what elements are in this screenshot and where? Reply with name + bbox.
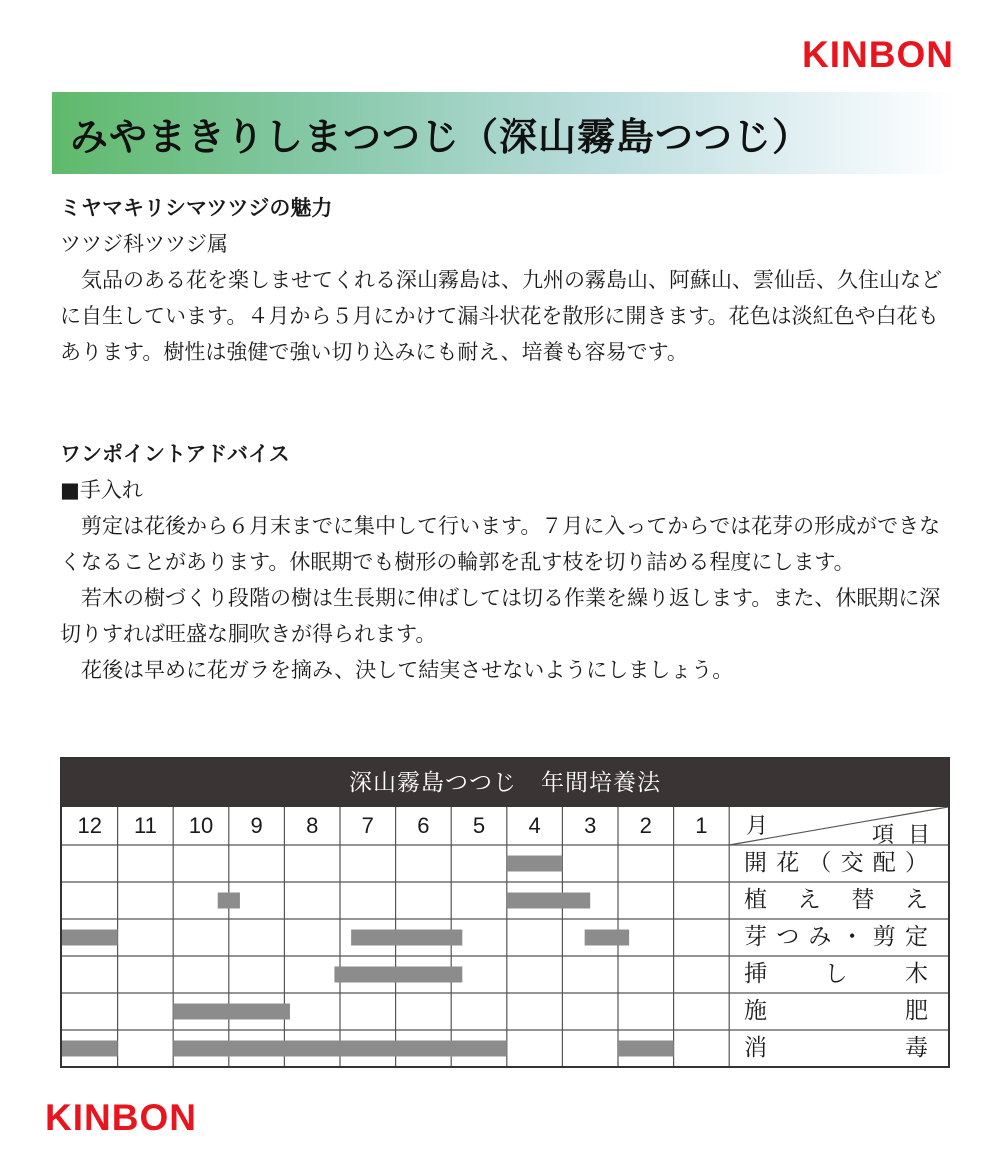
month-label: 1 — [695, 813, 708, 838]
section-heading: ミヤマキリシマツツジの魅力 — [60, 196, 333, 220]
schedule-bar — [173, 1041, 507, 1057]
section-appeal — [60, 190, 952, 370]
month-label: 10 — [188, 813, 214, 838]
schedule-bar — [507, 893, 590, 909]
task-label-char: ） — [904, 850, 928, 876]
month-label: 9 — [250, 813, 263, 838]
task-label — [729, 956, 944, 993]
month-label: 8 — [306, 813, 319, 838]
month-label: 7 — [361, 813, 374, 838]
header-item: 項目 — [872, 823, 945, 848]
section-heading: ワンポイントアドバイス — [60, 442, 290, 466]
task-label-char: 交 — [840, 850, 864, 876]
schedule-bar — [618, 1041, 674, 1057]
header-month: 月 — [746, 814, 769, 839]
care-subheading: ■手入れ — [60, 478, 143, 502]
brand-logo-bottom: KINBON — [45, 1097, 197, 1138]
task-label — [729, 845, 944, 882]
care-paragraph: 若木の樹づくり段階の樹は生長期に伸ばしては切る作業を繰り返します。また、休眠期に深切りすれば旺盛な胴吹きが得られます。 — [60, 586, 941, 646]
task-label-char: 毒 — [905, 1035, 928, 1061]
month-label: 11 — [133, 813, 157, 838]
task-label-char: 施 — [744, 998, 767, 1024]
month-label: 4 — [528, 813, 541, 838]
task-label-char: 定 — [904, 924, 928, 950]
task-label-char: 木 — [905, 961, 928, 987]
task-label-char: 消 — [744, 1035, 767, 1061]
task-label — [729, 993, 944, 1030]
calendar-title: 深山霧島つつじ 年間培養法 — [62, 759, 948, 807]
task-label-char: ・ — [840, 924, 864, 950]
appeal-paragraph: 気品のある花を楽しませてくれる深山霧島は、九州の霧島山、阿蘇山、雲仙岳、久住山などに自生しています。４月から５月にかけて漏斗状花を散形に開きます。花色は淡紅色や白花もあります。樹性は強健で強い切り込みにも耐え、培養も容易です。 — [60, 268, 942, 364]
schedule-bar — [351, 930, 462, 946]
task-label-char: 肥 — [905, 998, 928, 1024]
schedule-bar — [62, 930, 118, 946]
month-label: 3 — [584, 813, 597, 838]
schedule-bar — [218, 893, 240, 909]
cultivation-calendar — [60, 757, 950, 1068]
month-label: 5 — [472, 813, 486, 838]
month-label: 2 — [639, 813, 652, 838]
schedule-bar — [585, 930, 629, 946]
task-label-char: つ — [776, 924, 800, 950]
month-label: 6 — [417, 813, 430, 838]
task-label — [729, 882, 944, 919]
care-paragraph: 剪定は花後から６月末までに集中して行います。７月に入ってからでは花芽の形成ができなくなることがあります。休眠期でも樹形の輪郭を乱す枝を切り詰める程度にします。 — [60, 514, 941, 574]
task-label-char: 剪 — [872, 924, 896, 950]
task-label-char: 開 — [744, 850, 767, 876]
schedule-bar — [334, 967, 462, 983]
task-label-char: え — [904, 887, 928, 913]
task-label-char: し — [824, 961, 848, 987]
task-label-char: 替 — [851, 887, 875, 913]
task-label-char: 植 — [744, 887, 767, 913]
task-label — [729, 1030, 944, 1067]
task-label-char: み — [808, 924, 832, 950]
title-banner — [52, 92, 955, 174]
plant-family: ツツジ科ツツジ属 — [60, 232, 228, 256]
schedule-bar — [507, 856, 563, 872]
task-label-char: 花 — [776, 850, 800, 876]
task-label-char: 挿 — [744, 961, 767, 987]
section-advice — [60, 436, 952, 688]
task-label — [729, 919, 944, 956]
task-label-char: 配 — [872, 850, 896, 876]
page-title: みやまきりしまつつじ（深山霧島つつじ） — [70, 114, 812, 159]
brand-logo-top: KINBON — [802, 34, 954, 75]
care-paragraph: 花後は早めに花ガラを摘み、決して結実させないようにしましょう。 — [81, 658, 734, 682]
month-label: 12 — [77, 813, 103, 838]
task-label-char: え — [797, 887, 821, 913]
task-label-char: 芽 — [744, 924, 767, 950]
schedule-bar — [173, 1004, 290, 1020]
schedule-bar — [62, 1041, 118, 1057]
task-label-char: （ — [808, 850, 832, 876]
